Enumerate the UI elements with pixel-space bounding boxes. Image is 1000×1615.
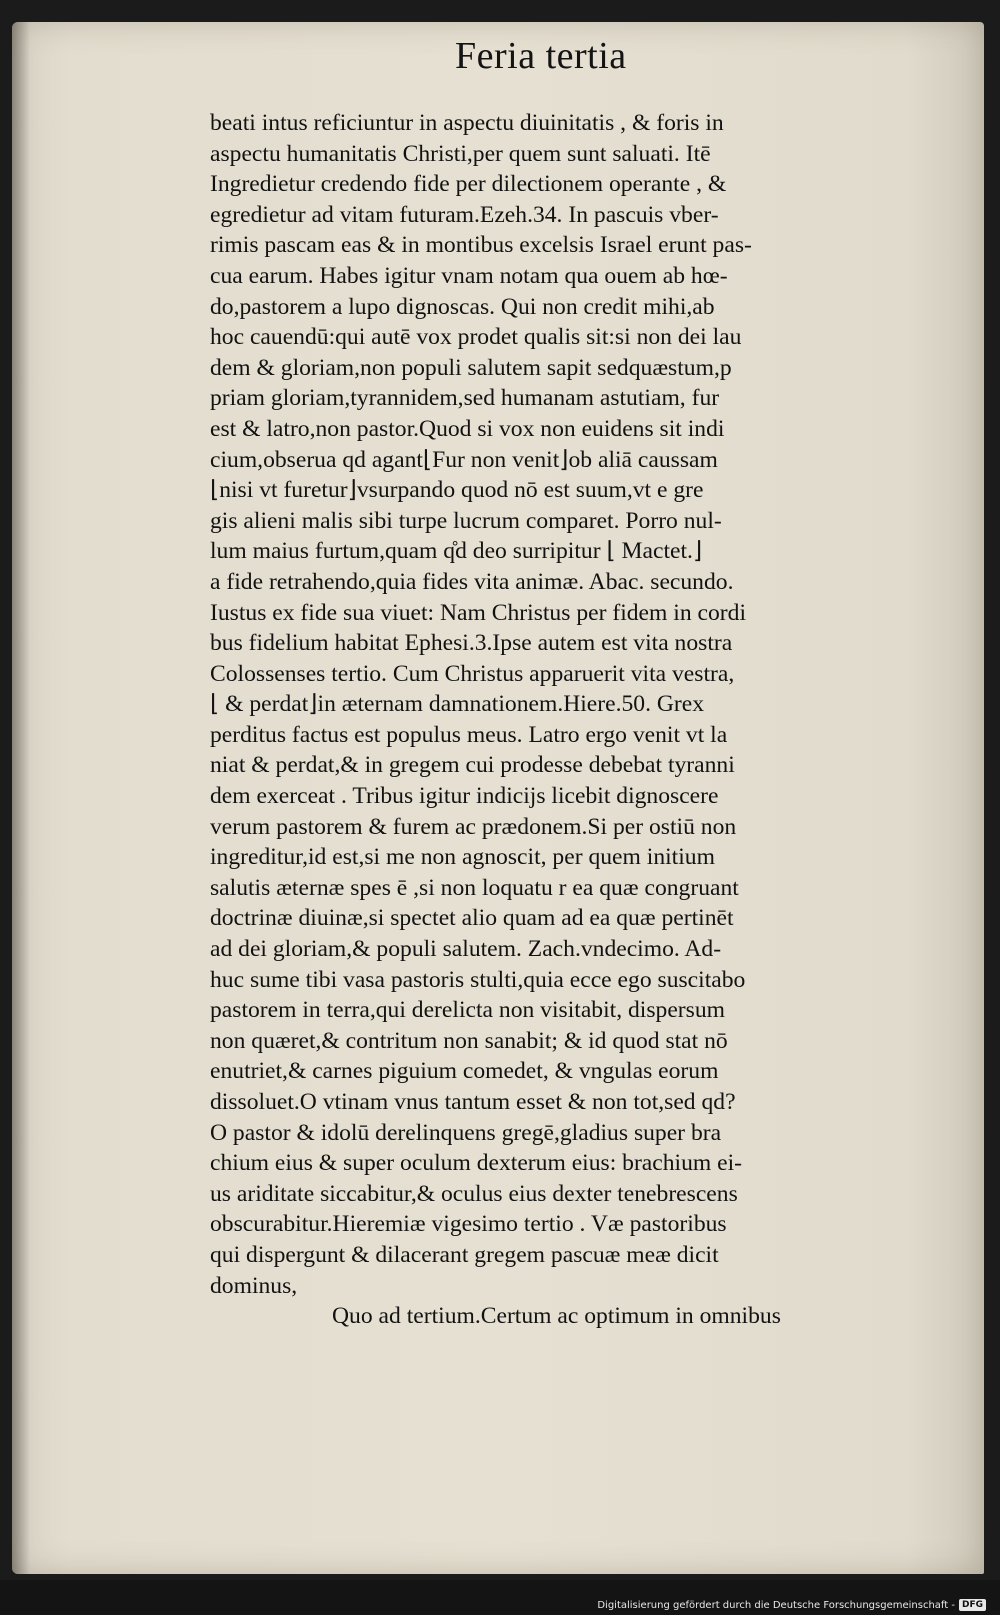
text-line: non quæret,& contritum non sanabit; & id quod stat nō <box>210 1027 728 1054</box>
text-line: qui dispergunt & dilacerant gregem pascuæ meæ dicit <box>210 1241 719 1268</box>
text-line: salutis æternæ spes ē ,si non loquatu r ea quæ congruant <box>210 874 739 901</box>
text-line: dem & gloriam,non populi salutem sapit sedquæstum,p <box>210 354 732 381</box>
text-line: dissoluet.O vtinam vnus tantum esset & non tot,sed qd? <box>210 1089 736 1115</box>
text-line: enutriet,& carnes piguium comedet, & vngulas eorum <box>210 1058 719 1085</box>
text-line: perditus factus est populus meus. Latro ergo venit vt la <box>210 721 728 748</box>
dfg-logo-icon: DFG <box>959 1599 986 1611</box>
gutter-shadow <box>12 22 30 1574</box>
text-line: beati intus reficiuntur in aspectu diuinitatis , & foris in <box>210 110 724 136</box>
text-line: aspectu humanitatis Christi,per quem sunt saluati. Itē <box>210 140 711 167</box>
text-line: doctrinæ diuinæ,si spectet alio quam ad ea quæ pertinēt <box>210 905 734 932</box>
text-line: do,pastorem a lupo dignoscas. Qui non credit mihi,ab <box>210 293 715 320</box>
text-line: cium,obserua qd agant⌊Fur non venit⌋ob aliā caussam <box>210 446 718 473</box>
text-line: priam gloriam,tyrannidem,sed humanam astutiam, fur <box>210 385 720 412</box>
text-line: chium eius & super oculum dexterum eius: brachium ei- <box>210 1150 743 1177</box>
text-line: rimis pascam eas & in montibus excelsis Israel erunt pas- <box>210 232 752 259</box>
text-line: est & latro,non pastor.Quod si vox non euidens sit indi <box>210 415 725 442</box>
text-line: gis alieni malis sibi turpe lucrum comparet. Porro nul- <box>210 507 722 534</box>
text-line: a fide retrahendo,quia fides vita animæ. Abac. secundo. <box>210 568 734 595</box>
text-line: dem exerceat . Tribus igitur indicijs licebit dignoscere <box>210 783 719 810</box>
text-line: ingreditur,id est,si me non agnoscit, per quem initium <box>210 844 715 871</box>
text-line: egredietur ad vitam futuram.Ezeh.34. In pascuis vber- <box>210 201 719 228</box>
text-line: ad dei gloriam,& populi salutem. Zach.vndecimo. Ad- <box>210 936 722 963</box>
text-line: niat & perdat,& in gregem cui prodesse debebat tyranni <box>210 752 735 779</box>
text-line: cua earum. Habes igitur vnam notam qua ouem ab hœ- <box>210 262 728 289</box>
text-line: hoc cauendū:qui autē vox prodet qualis sit:si non dei lau <box>210 324 742 351</box>
text-line: huc sume tibi vasa pastoris stulti,quia ecce ego suscitabo <box>210 966 746 993</box>
text-line: Iustus ex fide sua viuet: Nam Christus per fidem in cordi <box>210 599 746 626</box>
running-header: Feria tertia <box>455 35 627 77</box>
text-line: pastorem in terra,qui derelicta non visitabit, dispersum <box>210 997 725 1024</box>
body-text <box>210 108 930 1332</box>
text-line: Colossenses tertio. Cum Christus apparuerit vita vestra, <box>210 660 735 687</box>
text-line: bus fidelium habitat Ephesi.3.Ipse autem est vita nostra <box>210 630 733 657</box>
text-line: Ingredietur credendo fide per dilectionem operante , & <box>210 171 727 198</box>
text-line: O pastor & idolū derelinquens gregē,gladius super bra <box>210 1119 722 1146</box>
text-line: ⌊ & perdat⌋in æternam damnationem.Hiere.50. Grex <box>210 691 705 718</box>
text-line: ⌊nisi vt furetur⌋vsurpando quod nō est suum,vt e gre <box>210 477 704 504</box>
text-line-section-start: Quo ad tertium.Certum ac optimum in omnibus <box>332 1303 781 1330</box>
credit-text: Digitalisierung gefördert durch die Deutsche Forschungsgemeinschaft - <box>597 1599 955 1611</box>
text-line: obscurabitur.Hieremiæ vigesimo tertio . Væ pastoribus <box>210 1211 727 1238</box>
text-line: us ariditate siccabitur,& oculus eius dexter tenebrescens <box>210 1180 738 1207</box>
digitization-credit <box>597 1599 986 1611</box>
text-line: lum maius furtum,quam q̊d deo surripitur ⌊ Mactet.⌋ <box>210 538 703 565</box>
text-line: verum pastorem & furem ac prædonem.Si per ostiū non <box>210 813 737 840</box>
text-line: dominus, <box>210 1272 298 1299</box>
